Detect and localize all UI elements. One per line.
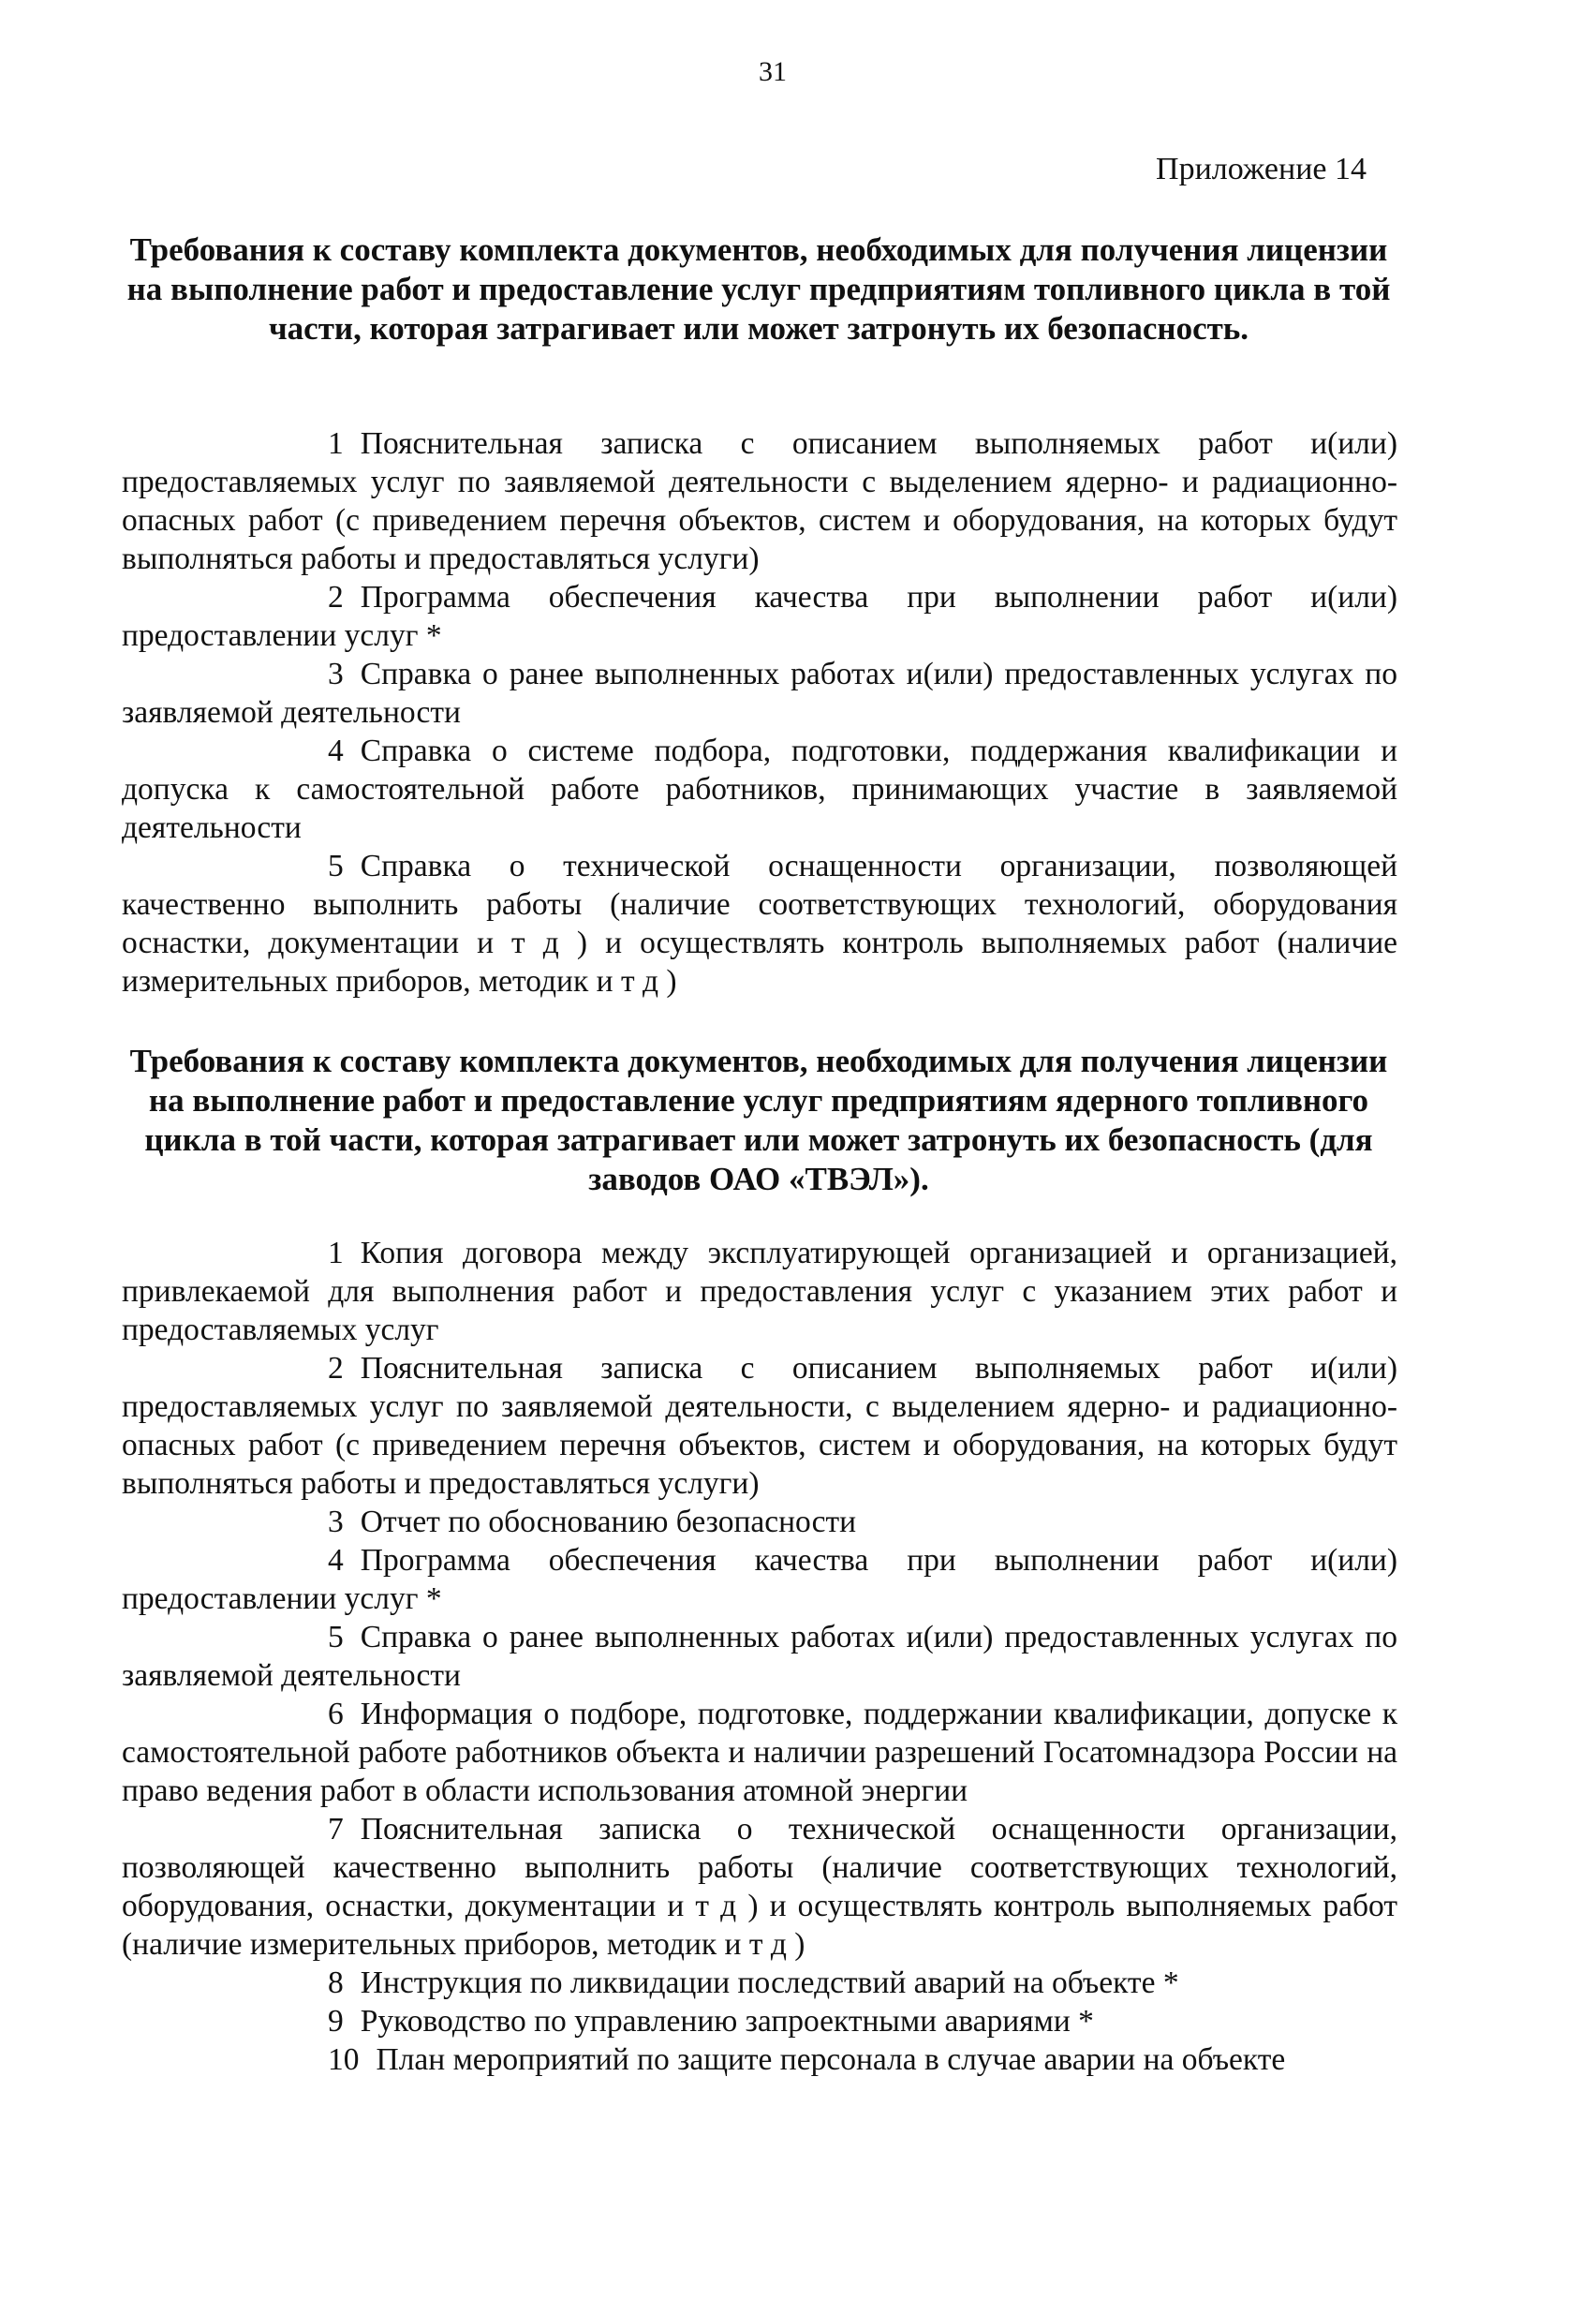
list-item <box>122 1695 1397 1810</box>
list-item <box>122 1349 1397 1503</box>
item-text: Справка о ранее выполненных работах и(или) предоставленных услугах по заявляемой деятельности <box>122 1620 1397 1693</box>
item-text: Инструкция по ликвидации последствий аварий на объекте * <box>360 1965 1179 2000</box>
list-item <box>122 2002 1397 2040</box>
item-number: 4 <box>328 734 344 768</box>
item-text: Отчет по обоснованию безопасности <box>360 1505 857 1539</box>
list-item <box>122 578 1397 655</box>
item-number: 4 <box>328 1543 344 1578</box>
appendix-label: Приложение 14 <box>1156 152 1367 186</box>
item-text: Справка о технической оснащенности организации, позволяющей качественно выполнить работы (наличие соответствующих технологий, оборудования оснастки, документации и т д ) и осуществлять контроль выполняемых работ (наличие измерительных приборов, методик и т д ) <box>122 849 1397 999</box>
item-number: 7 <box>328 1812 344 1847</box>
section-2-heading: Требования к составу комплекта документов, необходимых для получения лицензии на выполнение работ и предоставление услуг предприятиям ядерного топливного цикла в той части, которая затрагивает или может затронуть их безопасность (для заводов ОАО «ТВЭЛ»). <box>129 1043 1388 1197</box>
item-text: Программа обеспечения качества при выполнении работ и(или) предоставлении услуг * <box>122 580 1397 653</box>
item-text: Программа обеспечения качества при выполнении работ и(или) предоставлении услуг * <box>122 1543 1397 1616</box>
item-number: 8 <box>328 1965 344 2000</box>
item-text: Руководство по управлению запроектными авариями * <box>360 2004 1094 2039</box>
section-1-heading: Требования к составу комплекта документов, необходимых для получения лицензии на выполнение работ и предоставление услуг предприятиям топливного цикла в той части, которая затрагивает или может затронуть их безопасность. <box>126 231 1391 347</box>
list-item <box>122 1964 1397 2002</box>
list-item <box>122 1503 1397 1541</box>
list-item <box>122 1618 1397 1695</box>
item-number: 10 <box>328 2042 360 2077</box>
item-text: Справка о ранее выполненных работах и(или) предоставленных услугах по заявляемой деятельности <box>122 657 1397 730</box>
list-item <box>122 1810 1397 1964</box>
item-text: Справка о системе подбора, подготовки, поддержания квалификации и допуска к самостоятельной работе работников, принимающих участие в заявляемой деятельности <box>122 734 1397 845</box>
page-number: 31 <box>759 56 787 87</box>
list-item <box>122 732 1397 847</box>
section-2-list <box>122 1234 1397 2079</box>
item-number: 1 <box>328 1236 344 1270</box>
item-text: План мероприятий по защите персонала в случае аварии на объекте <box>376 2042 1286 2077</box>
item-number: 9 <box>328 2004 344 2039</box>
list-item <box>122 847 1397 1001</box>
item-number: 6 <box>328 1697 344 1731</box>
list-item <box>122 424 1397 578</box>
item-text: Пояснительная записка о технической оснащенности организации, позволяющей качественно выполнить работы (наличие соответствующих технологий, оборудования, оснастки, документации и т д ) и осуществлять контроль выполняемых работ (наличие измерительных приборов, методик и т д ) <box>122 1812 1397 1962</box>
item-number: 3 <box>328 1505 344 1539</box>
list-item <box>122 655 1397 732</box>
list-item <box>122 2040 1397 2079</box>
item-text: Копия договора между эксплуатирующей организацией и организацией, привлекаемой для выполнения работ и предоставления услуг с указанием этих работ и предоставляемых услуг <box>122 1236 1397 1347</box>
item-text: Информация о подборе, подготовке, поддержании квалификации, допуске к самостоятельной работе работников объекта и наличии разрешений Госатомнадзора России на право ведения работ в области использования атомной энергии <box>122 1697 1397 1808</box>
list-item <box>122 1234 1397 1349</box>
item-number: 5 <box>328 1620 344 1654</box>
item-text: Пояснительная записка с описанием выполняемых работ и(или) предоставляемых услуг по заявляемой деятельности с выделением ядерно- и радиационно-опасных работ (с приведением перечня объектов, систем и оборудования, на которых будут выполняться работы и предоставляться услуги) <box>122 426 1397 576</box>
item-number: 2 <box>328 1351 344 1386</box>
list-item <box>122 1541 1397 1618</box>
item-number: 5 <box>328 849 344 883</box>
item-text: Пояснительная записка с описанием выполняемых работ и(или) предоставляемых услуг по заявляемой деятельности, с выделением ядерно- и радиационно-опасных работ (с приведением перечня объектов, систем и оборудования, на которых будут выполняться работы и предоставляться услуги) <box>122 1351 1397 1501</box>
item-number: 1 <box>328 426 344 461</box>
section-1-list <box>122 424 1397 1001</box>
item-number: 2 <box>328 580 344 615</box>
item-number: 3 <box>328 657 344 691</box>
